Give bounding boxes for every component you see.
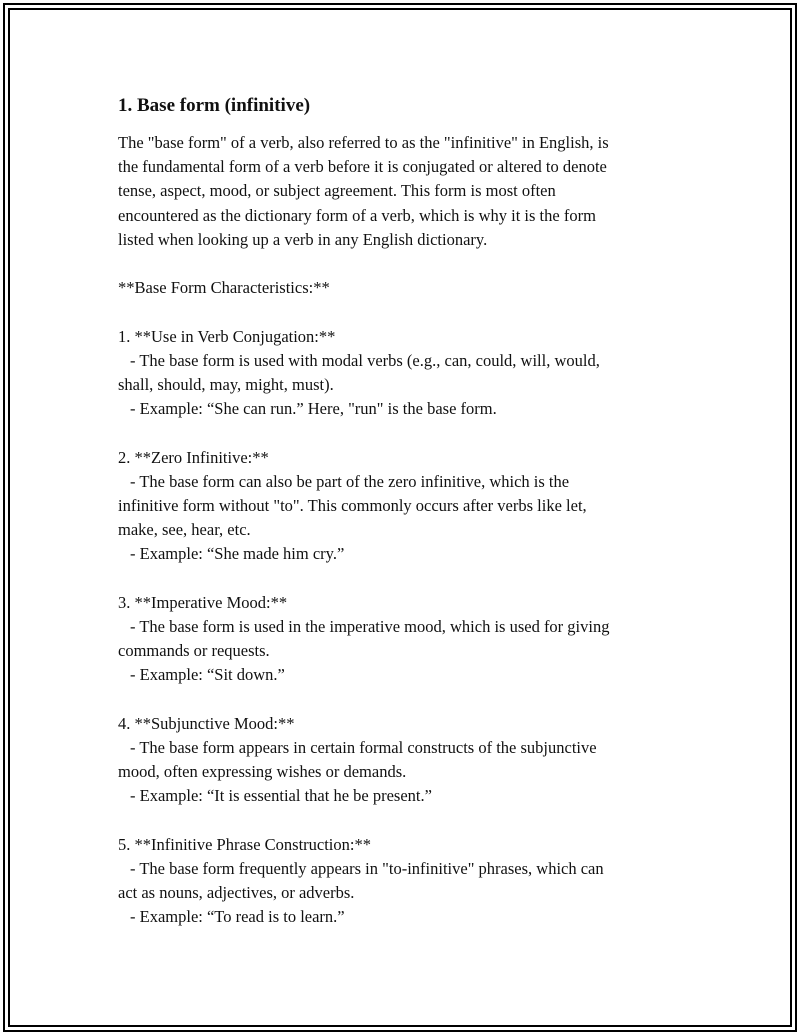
characteristics-heading: **Base Form Characteristics:** — [118, 278, 330, 298]
item-description: - The base form appears in certain formal constructs of the subjunctive — [130, 738, 597, 757]
item-heading: 5. **Infinitive Phrase Construction:** — [118, 834, 371, 854]
item-description-continued: act as nouns, adjectives, or adverbs. — [118, 883, 355, 903]
spacer — [118, 809, 678, 833]
list-item — [118, 325, 678, 422]
item-description: - The base form is used in the imperative mood, which is used for giving — [130, 617, 610, 636]
document-body — [118, 93, 678, 930]
list-item — [118, 446, 678, 567]
spacer — [118, 300, 678, 324]
item-heading: 2. **Zero Infinitive:** — [118, 447, 269, 467]
item-heading: 3. **Imperative Mood:** — [118, 592, 288, 612]
item-heading: 4. **Subjunctive Mood:** — [118, 713, 295, 733]
spacer — [118, 567, 678, 591]
item-description: - The base form is used with modal verbs (e.g., can, could, will, would, — [130, 350, 600, 370]
list-item — [118, 712, 678, 809]
spacer — [118, 421, 678, 445]
document-title: 1. Base form (infinitive) — [118, 95, 311, 116]
item-heading: 1. **Use in Verb Conjugation:** — [118, 326, 336, 346]
item-example: - Example: “It is essential that he be present.” — [130, 786, 432, 806]
spacer — [118, 688, 678, 712]
item-description-continued: commands or requests. — [118, 641, 270, 661]
list-item — [118, 591, 678, 688]
item-description-continued: infinitive form without "to". This commonly occurs after verbs like let, make, see, hear, etc. — [118, 496, 587, 540]
item-description-continued: mood, often expressing wishes or demands. — [118, 762, 407, 782]
list-item — [118, 833, 678, 930]
item-description-continued: shall, should, may, might, must). — [118, 375, 334, 394]
spacer — [118, 252, 678, 276]
item-example: - Example: “She can run.” Here, "run" is the base form. — [130, 399, 497, 419]
intro-paragraph: The "base form" of a verb, also referred to as the "infinitive" in English, is the fundamental form of a verb before it is conjugated or altered to denote tense, aspect, mood, or subject agreement. This form is most often encountered as the dictionary form of a verb, which is why it is the form listed when looking up a verb in any English dictionary. — [118, 133, 609, 249]
item-example: - Example: “Sit down.” — [130, 665, 285, 685]
item-example: - Example: “To read is to learn.” — [130, 907, 345, 927]
item-example: - Example: “She made him cry.” — [130, 544, 345, 564]
item-description: - The base form can also be part of the zero infinitive, which is the — [130, 471, 570, 491]
item-description: - The base form frequently appears in "to-infinitive" phrases, which can — [130, 859, 604, 878]
